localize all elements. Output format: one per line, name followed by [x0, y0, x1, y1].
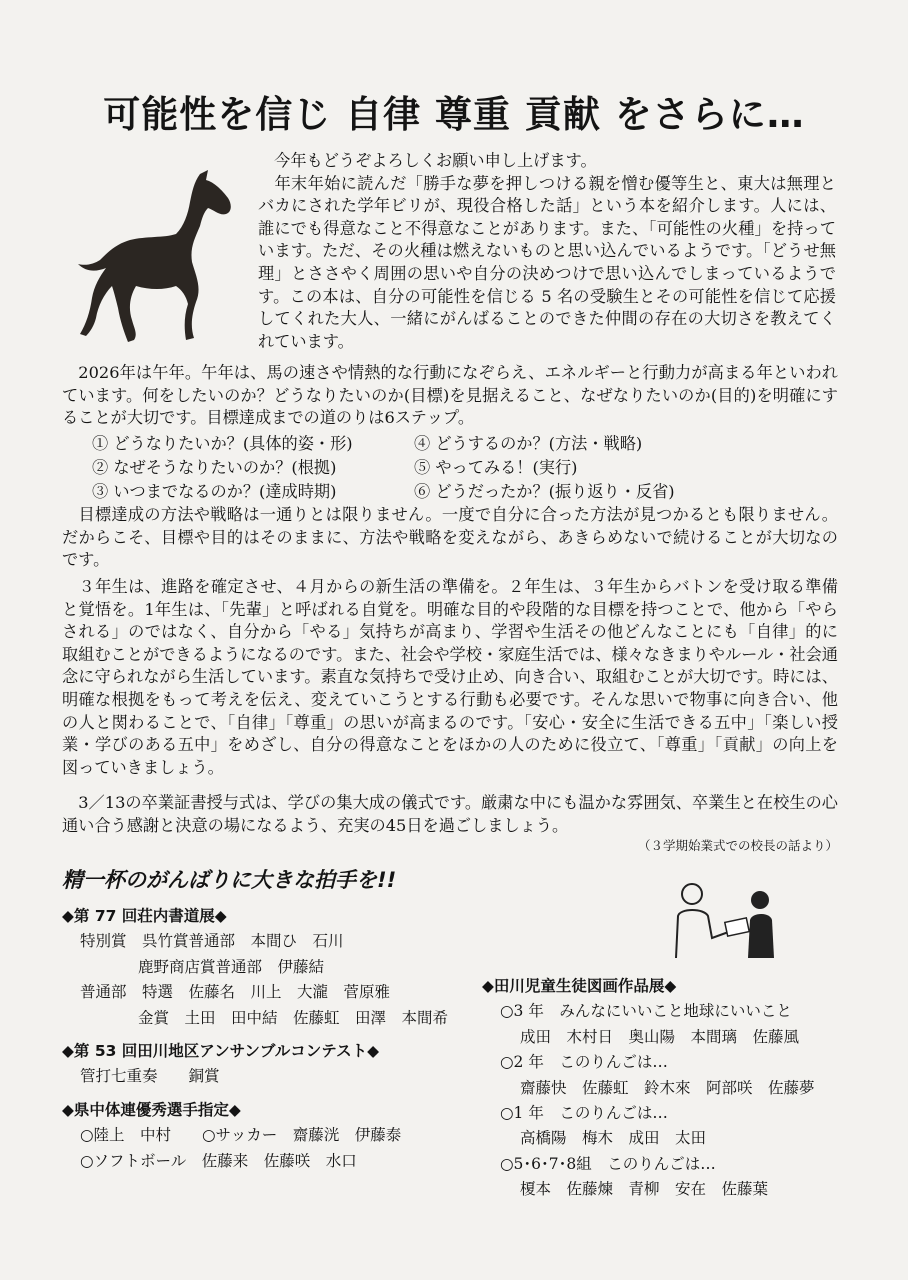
step-4: ④ どうするのか？(方法・戦略)	[414, 434, 643, 453]
intro-paragraphs	[258, 150, 836, 353]
six-steps-list	[92, 432, 732, 504]
award-right-line: 榎本 佐藤煉 青柳 安在 佐藤葉	[520, 1180, 769, 1199]
award-left-line: 金賞 土田 田中結 佐藤虹 田澤 本間希	[138, 1008, 449, 1027]
section-title: 精一杯のがんばりに大きな拍手を!!	[62, 868, 397, 892]
award-right-line: 齋藤快 佐藤虹 鈴木來 阿部咲 佐藤夢	[520, 1078, 815, 1097]
body-paragraph-4: 3／13の卒業証書授与式は、学びの集大成の儀式です。厳粛な中にも温かな雰囲気、卒業生と在校生の心通い合う感謝と決意の場になるよう、充実の45日を過ごしましょう。	[62, 793, 838, 835]
award-left-heading: ◆県中体連優秀選手指定◆	[62, 1100, 241, 1119]
award-left-line: ○ソフトボール 佐藤来 佐藤咲 水口	[80, 1151, 357, 1170]
award-left-heading: ◆第 77 回荘内書道展◆	[62, 907, 227, 925]
award-right-line: ○1 年 このりんごは…	[500, 1104, 668, 1123]
intro-book: 年末年始に読んだ「勝手な夢を押しつける親を憎む優等生と、東大は無理とバカにされた学年ビリが、現役合格した話」という本を紹介します。人には、誰にでも得意なこと不得意なことがあります。また、「可能性の火種」を持っています。ただ、その火種は燃えないものと思い込んでいるようです。「どうせ無理」とささやく周囲の思いや自分の決めつけで思い込んでしまっているようです。この本は、自分の可能性を信じる 5 名の受験生とその可能性を信じて応援してくれた大人、一緒にがんばることのできた仲間の存在の大切さを教えてくれています。	[258, 173, 836, 351]
award-right-line: ○2 年 このりんごは…	[500, 1053, 668, 1072]
awards-right-column	[482, 974, 862, 1203]
award-left-line: 特別賞 呉竹賞普通部 本間ひ 石川	[80, 932, 344, 951]
horse-illustration-icon	[72, 168, 237, 346]
step-5: ⑤ やってみる！(実行)	[414, 458, 578, 477]
step-3: ③ いつまでなるのか？(達成時期)	[92, 482, 337, 501]
award-left-line: 鹿野商店賞普通部 伊藤結	[138, 957, 325, 976]
teacher-student-illustration-icon	[664, 880, 784, 960]
award-left-line: 管打七重奏 銅賞	[80, 1067, 220, 1086]
award-right-line: 成田 木村日 奥山陽 本間璃 佐藤風	[520, 1027, 800, 1046]
award-left-spacer	[62, 1031, 482, 1039]
body-paragraph-1: 2026年は午年。午年は、馬の速さや情熱的な行動になぞらえ、エネルギーと行動力が高まる年といわれています。何をしたいのか？どうなりたいのか(目標)を見据えること、なぜなりたいのか(目的)を明確にすることが大切です。目標達成までの道のりは6ステップ。	[62, 363, 838, 428]
body-paragraph-2: 目標達成の方法や戦略は一通りとは限りません。一度で自分に合った方法が見つかるとも限りません。だからこそ、目標や目的はそのままに、方法や戦略を変えながら、あきらめないで続けることが大切なのです。	[62, 505, 838, 570]
award-right-heading: ◆田川児童生徒図画作品展◆	[482, 977, 677, 995]
source-note: （３学期始業式での校長の話より）	[637, 838, 838, 853]
awards-left-column	[62, 904, 482, 1174]
intro-greeting: 今年もどうぞよろしくお願い申し上げます。	[258, 151, 597, 170]
award-right-line: ○3 年 みんなにいいこと地球にいいこと	[500, 1002, 792, 1021]
award-left-line: ○陸上 中村 ○サッカー 齋藤洸 伊藤泰	[80, 1126, 402, 1145]
body-paragraph-3: ３年生は、進路を確定させ、４月からの新生活の準備を。２年生は、３年生からバトンを受け取る準備と覚悟を。1年生は、「先輩」と呼ばれる自覚を。明確な目的や段階的な目標を持つことで、他から「やらされる」のではなく、自分から「やる」気持ちが高まり、学習や生活その他どんなことにも「自律」的に取組むことができるようになるのです。また、社会や学校・家庭生活では、様々なきまりやルール・社会通念に守られながら生活しています。素直な気持ちで受け止め、向き合い、取組むことが大切です。時には、明確な根拠をもって考えを伝え、変えていこうとする行動も必要です。そんな思いで物事に向き合い、他の人と関わることで、「自律」「尊重」の思いが高まるのです。「安心・安全に生活できる五中」「楽しい授業・学びのある五中」をめざし、自分の得意なことをほかの人のために役立て、「尊重」「貢献」の向上を図っていきましょう。	[62, 577, 838, 777]
award-right-line: ○5･6･7･8組 このりんごは…	[500, 1154, 716, 1173]
award-left-line: 普通部 特選 佐藤名 川上 大瀧 菅原雅	[80, 983, 391, 1002]
award-left-heading: ◆第 53 回田川地区アンサンブルコンテスト◆	[62, 1042, 380, 1061]
headline: 可能性を信じ 自律 尊重 貢献 をさらに…	[103, 93, 805, 136]
step-1: ① どうなりたいか？(具体的姿・形)	[92, 434, 353, 453]
step-2: ② なぜそうなりたいのか？(根拠)	[92, 458, 337, 477]
step-6: ⑥ どうだったか？(振り返り・反省)	[414, 482, 675, 501]
award-right-line: 高橋陽 梅木 成田 太田	[520, 1129, 707, 1148]
award-left-spacer	[62, 1090, 482, 1098]
